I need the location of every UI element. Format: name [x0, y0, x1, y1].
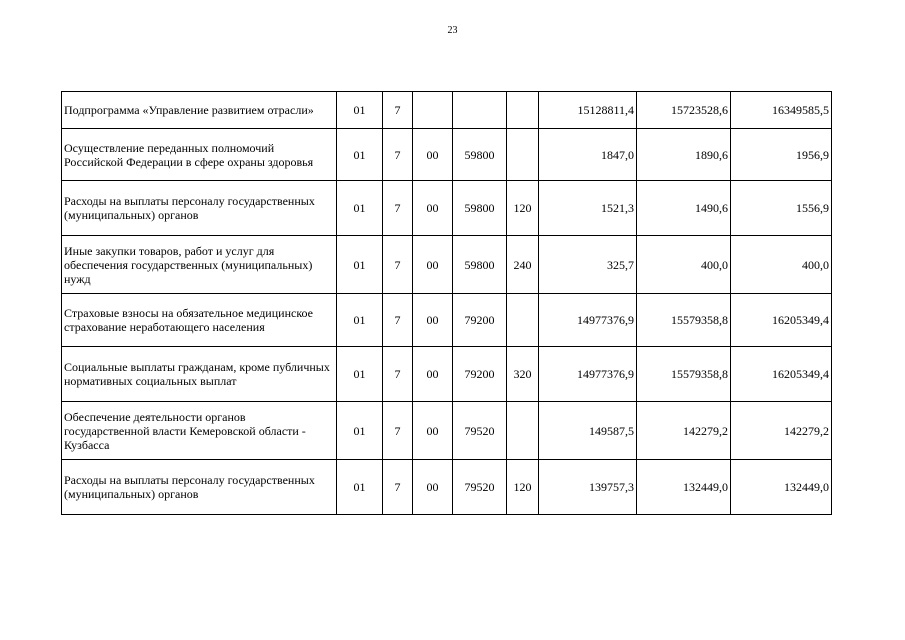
code-event: 00: [413, 460, 453, 515]
table-row: [62, 181, 832, 236]
code-subprogram: 7: [383, 402, 413, 460]
code-program: 01: [337, 294, 383, 347]
code-subprogram: 7: [383, 181, 413, 236]
table-row: [62, 460, 832, 515]
value-year-1: 139757,3: [539, 460, 637, 515]
code-subprogram: 7: [383, 129, 413, 181]
value-year-1: 1847,0: [539, 129, 637, 181]
table-row: [62, 236, 832, 294]
code-expense-type: 320: [507, 347, 539, 402]
code-program: 01: [337, 402, 383, 460]
code-expense-type: [507, 402, 539, 460]
value-year-3: 132449,0: [731, 460, 832, 515]
code-event: 00: [413, 402, 453, 460]
value-year-3: 16205349,4: [731, 347, 832, 402]
code-expense-type: [507, 129, 539, 181]
value-year-2: 1490,6: [637, 181, 731, 236]
code-direction: 59800: [453, 181, 507, 236]
table-row: [62, 294, 832, 347]
code-program: 01: [337, 181, 383, 236]
value-year-2: 132449,0: [637, 460, 731, 515]
value-year-2: 142279,2: [637, 402, 731, 460]
code-direction: [453, 92, 507, 129]
row-name: Подпрограмма «Управление развитием отрасли»: [62, 92, 337, 129]
value-year-2: 15723528,6: [637, 92, 731, 129]
row-name: Расходы на выплаты персоналу государственных (муниципальных) органов: [62, 181, 337, 236]
row-name: Страховые взносы на обязательное медицинское страхование неработающего населения: [62, 294, 337, 347]
value-year-3: 400,0: [731, 236, 832, 294]
code-expense-type: [507, 294, 539, 347]
value-year-3: 16349585,5: [731, 92, 832, 129]
row-name: Иные закупки товаров, работ и услуг для обеспечения государственных (муниципальных) нужд: [62, 236, 337, 294]
code-expense-type: [507, 92, 539, 129]
value-year-3: 142279,2: [731, 402, 832, 460]
code-direction: 59800: [453, 129, 507, 181]
row-name: Социальные выплаты гражданам, кроме публичных нормативных социальных выплат: [62, 347, 337, 402]
code-subprogram: 7: [383, 294, 413, 347]
code-subprogram: 7: [383, 92, 413, 129]
value-year-1: 14977376,9: [539, 294, 637, 347]
row-name: Осуществление переданных полномочий Российской Федерации в сфере охраны здоровья: [62, 129, 337, 181]
code-event: 00: [413, 347, 453, 402]
code-event: 00: [413, 129, 453, 181]
code-expense-type: 120: [507, 181, 539, 236]
code-event: [413, 92, 453, 129]
code-program: 01: [337, 92, 383, 129]
value-year-3: 1956,9: [731, 129, 832, 181]
row-name: Расходы на выплаты персоналу государственных (муниципальных) органов: [62, 460, 337, 515]
code-event: 00: [413, 294, 453, 347]
table-row: [62, 92, 832, 129]
code-program: 01: [337, 236, 383, 294]
value-year-2: 15579358,8: [637, 294, 731, 347]
code-direction: 79200: [453, 347, 507, 402]
code-program: 01: [337, 347, 383, 402]
value-year-3: 1556,9: [731, 181, 832, 236]
page-number: 23: [447, 25, 458, 36]
code-direction: 79520: [453, 460, 507, 515]
table-row: [62, 402, 832, 460]
code-direction: 79200: [453, 294, 507, 347]
code-expense-type: 120: [507, 460, 539, 515]
table-row: [62, 347, 832, 402]
value-year-3: 16205349,4: [731, 294, 832, 347]
budget-table: [61, 91, 832, 515]
code-direction: 79520: [453, 402, 507, 460]
value-year-1: 1521,3: [539, 181, 637, 236]
value-year-2: 15579358,8: [637, 347, 731, 402]
code-program: 01: [337, 129, 383, 181]
value-year-1: 14977376,9: [539, 347, 637, 402]
code-program: 01: [337, 460, 383, 515]
table-row: [62, 129, 832, 181]
value-year-2: 400,0: [637, 236, 731, 294]
code-expense-type: 240: [507, 236, 539, 294]
code-event: 00: [413, 236, 453, 294]
code-event: 00: [413, 181, 453, 236]
code-direction: 59800: [453, 236, 507, 294]
value-year-1: 325,7: [539, 236, 637, 294]
value-year-2: 1890,6: [637, 129, 731, 181]
value-year-1: 15128811,4: [539, 92, 637, 129]
code-subprogram: 7: [383, 236, 413, 294]
code-subprogram: 7: [383, 347, 413, 402]
code-subprogram: 7: [383, 460, 413, 515]
row-name: Обеспечение деятельности органов государственной власти Кемеровской области - Кузбасса: [62, 402, 337, 460]
value-year-1: 149587,5: [539, 402, 637, 460]
